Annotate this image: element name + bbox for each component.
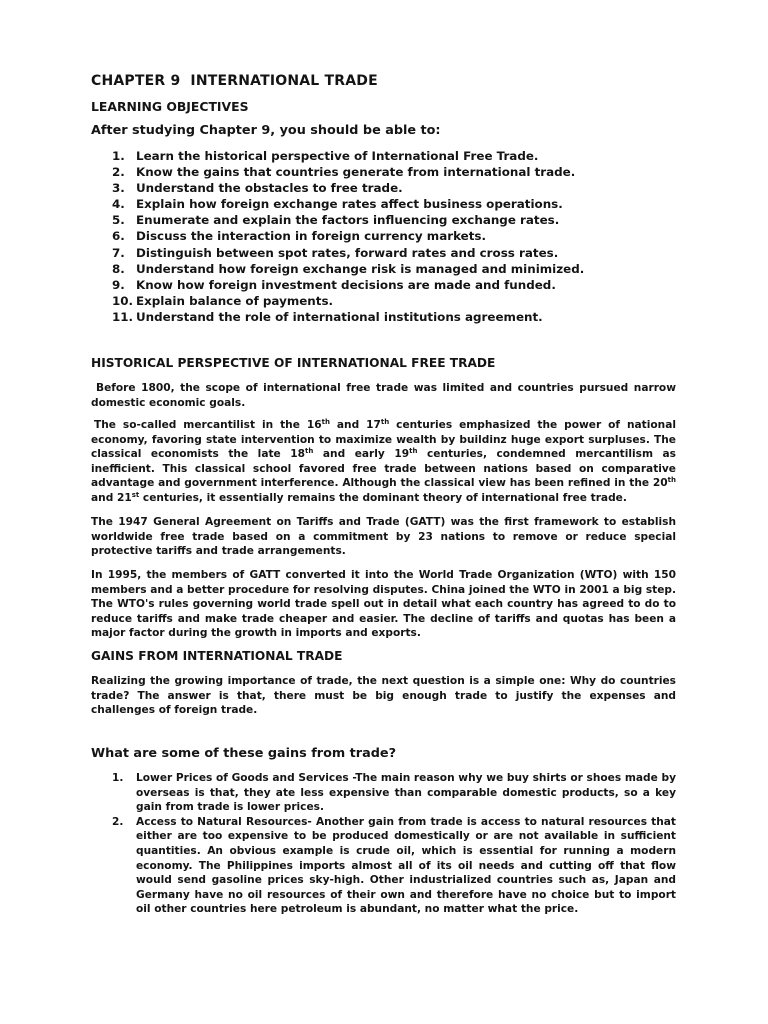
item-number: 5.: [112, 213, 125, 228]
item-number: 4.: [112, 197, 125, 212]
item-number: 2.: [112, 815, 124, 828]
chapter-title: [91, 73, 378, 89]
item-number: 1.: [112, 772, 124, 784]
item-text: Understand the obstacles to free trade.: [136, 181, 403, 196]
item-number: 8.: [112, 261, 125, 276]
objectives-list: [112, 148, 584, 325]
item-number: 9.: [112, 277, 125, 292]
gains-heading: GAINS FROM INTERNATIONAL TRADE: [91, 649, 343, 663]
item-number: 2.: [112, 165, 125, 180]
item-text: Distinguish between spot rates, forward rates and cross rates.: [136, 245, 559, 260]
historical-paragraph-3: The 1947 General Agreement on Tariffs and Trade (GATT) was the first framework to establish worldwide free trade based on a commitment by 23 nations to remove or reduce special protective tariffs and trade arrangements.: [91, 516, 676, 558]
item-number: 6.: [112, 229, 125, 244]
historical-paragraph-1: Before 1800, the scope of international free trade was limited and countries pursued narrow domestic economic goals.: [91, 382, 676, 409]
list-item: [112, 180, 584, 196]
item-number: 3.: [112, 181, 125, 196]
item-text: Discuss the interaction in foreign currency markets.: [136, 229, 487, 244]
learning-objectives-heading: LEARNING OBJECTIVES: [91, 99, 249, 114]
item-number: 1.: [112, 149, 125, 163]
historical-heading: HISTORICAL PERSPECTIVE OF INTERNATIONAL FREE TRADE: [91, 356, 496, 370]
gains-list: [112, 771, 676, 917]
gains-paragraph: Realizing the growing importance of trade, the next question is a simple one: Why do countries trade? The answer is that, there must be big enough trade to justify the expenses and challenges of foreign trade.: [91, 675, 676, 717]
item-number: 11.: [112, 309, 134, 324]
objectives-intro: After studying Chapter 9, you should be able to:: [91, 123, 441, 138]
historical-paragraph-2: The so-called mercantilist in the 16th and 17th centuries emphasized the power of national economy, favoring state intervention to maximize wealth by buildinz huge export surpluses. The classical economists the late 18th and early 19th centuries, condemned mercantilism as inefficient. This classical school favored free trade between nations based on comparative advantage and government interference. Although the classical view has been refined in the 20th and 21st centuries, it essentially remains the dominant theory of international free trade.: [91, 418, 676, 504]
list-item: [112, 196, 584, 212]
item-text: Know how foreign investment decisions are made and funded.: [136, 277, 556, 292]
item-number: 10.: [112, 293, 134, 308]
item-text: Explain balance of payments.: [136, 293, 334, 308]
item-text: Learn the historical perspective of International Free Trade.: [136, 149, 539, 163]
item-text: Understand how foreign exchange risk is managed and minimized.: [136, 261, 585, 276]
gains-question: What are some of these gains from trade?: [91, 746, 397, 761]
list-item: [112, 212, 584, 228]
item-text: Know the gains that countries generate from international trade.: [136, 165, 576, 180]
list-item: [112, 261, 584, 277]
item-text: Explain how foreign exchange rates affect business operations.: [136, 197, 563, 212]
chapter-name: INTERNATIONAL TRADE: [190, 73, 378, 89]
historical-paragraph-4: In 1995, the members of GATT converted it into the World Trade Organization (WTO) with 150 members and a better procedure for resolving disputes. China joined the WTO in 2001 a big step. The WTO's rules governing world trade spell out in detail what each country has agreed to do to reduce tariffs and make trade cheaper and easier. The decline of tariffs and quotas has been a major factor during the growth in imports and exports.: [91, 569, 676, 640]
chapter-number: CHAPTER 9: [91, 73, 181, 89]
item-text: Access to Natural Resources- Another gain from trade is access to natural resources that either are too expensive to be produced domestically or are not available in sufficient quantities. An obvious example is crude oil, which is essential for running a modern economy. The Philippines imports almost all of its oil needs and cutting off that flow would send gasoline prices sky-high. Other industrialized countries such as, Japan and Germany have no oil resources of their own and therefore have no choice but to import oil other countries here petroleum is abundant, no matter what the price.: [136, 815, 676, 916]
list-item: [112, 309, 584, 325]
list-item: [112, 771, 676, 815]
item-text: Lower Prices of Goods and Services -The main reason why we buy shirts or shoes made by overseas is that, they ate less expensive than comparable domestic products, so a key gain from trade is lower prices.: [136, 772, 676, 814]
list-item: [112, 815, 676, 917]
list-item: [112, 164, 584, 180]
item-number: 7.: [112, 245, 125, 260]
item-text: Understand the role of international institutions agreement.: [136, 309, 543, 324]
list-item: [112, 293, 584, 309]
list-item: [112, 148, 584, 164]
item-text: Enumerate and explain the factors influencing exchange rates.: [136, 213, 560, 228]
list-item: [112, 245, 584, 261]
list-item: [112, 228, 584, 244]
list-item: [112, 277, 584, 293]
